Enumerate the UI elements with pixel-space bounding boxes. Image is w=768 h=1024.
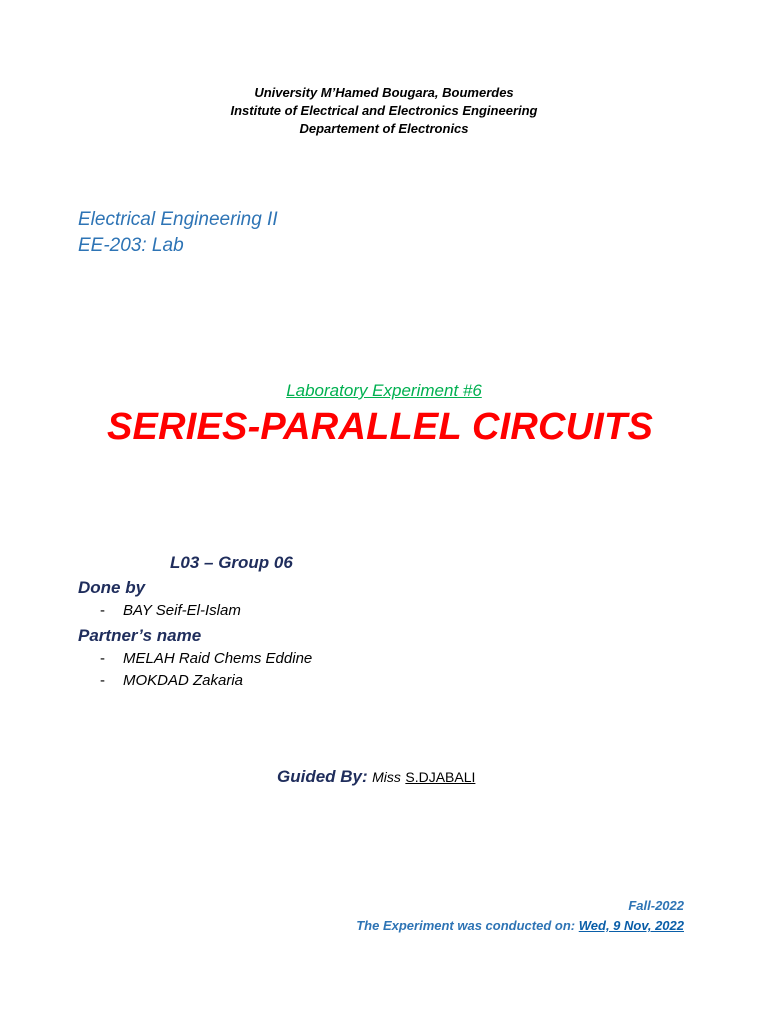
list-marker: - [100,650,105,667]
course-info [78,207,278,259]
course-name: Electrical Engineering II [78,209,278,230]
list-item [100,602,241,619]
conducted-date: Wed, 9 Nov, 2022 [578,918,684,933]
conducted-line [356,916,684,936]
conducted-label: The Experiment was conducted on: [356,918,576,933]
experiment-title: SERIES-PARALLEL CIRCUITS [107,406,653,448]
course-code: EE-203: Lab [78,235,184,256]
group-label: L03 – Group 06 [170,553,293,572]
experiment-label: Laboratory Experiment #6 [286,381,482,400]
student-name: BAY Seif-El-Islam [123,602,241,619]
done-by-heading: Done by [78,578,146,597]
partner-name: MELAH Raid Chems Eddine [123,650,313,667]
institute-name: Institute of Electrical and Electronics Engineering [230,103,538,118]
institution-header [0,84,768,138]
department-name: Departement of Electronics [299,121,469,136]
supervisor-title: Miss [372,769,401,785]
university-name: University M’Hamed Bougara, Boumerdes [254,85,514,100]
supervisor-name: S.DJABALI [405,769,476,785]
guided-by [277,767,475,787]
footer-info [356,896,684,936]
list-item [100,650,312,667]
list-marker: - [100,602,105,619]
partner-heading: Partner’s name [78,626,202,645]
partner-name: MOKDAD Zakaria [123,672,244,689]
semester: Fall-2022 [628,898,684,913]
guided-by-label: Guided By: [277,767,368,786]
list-marker: - [100,672,105,689]
list-item [100,672,243,689]
